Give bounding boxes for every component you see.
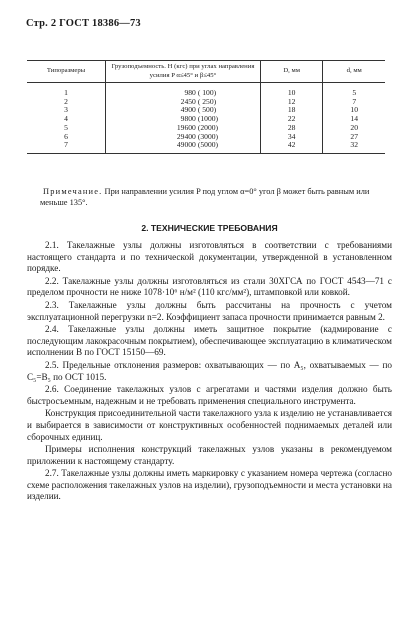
- cell-type: 4: [64, 114, 68, 124]
- cell-load-kgf: ( 100): [197, 88, 217, 97]
- header-type: Типоразмеры: [27, 61, 106, 83]
- cell-load: [106, 83, 261, 98]
- paragraph: 2.3. Такелажные узлы должны быть рассчитаны на прочность с учетом эксплуатационной перегрузки n=2. Коэффициент запаса прочности принимается равным 2.: [27, 299, 392, 322]
- cell-d: 5: [323, 83, 385, 98]
- header-D: D, мм: [260, 61, 323, 83]
- cell-D: 12: [260, 98, 323, 107]
- cell-load-kgf: (3000): [197, 131, 219, 141]
- cell-load-n: 980: [184, 88, 196, 97]
- table-row: [27, 83, 385, 98]
- cell-load-n: 2450: [180, 96, 196, 106]
- paragraph: 2.4. Такелажные узлы должны иметь защитное покрытие (кадмирование с последующим лакокрасочным покрытием), обеспечивающее эксплуатацию в климатическом исполнении В по ГОСТ 15150—69.: [27, 324, 392, 358]
- paragraph: 2.1. Такелажные узлы должны изготовляться в соответствии с требованиями настоящего стандарта и по технической документации, утвержденной в установленном порядке.: [27, 240, 392, 274]
- cell-D: 22: [260, 115, 323, 124]
- cell-type: 6: [64, 131, 68, 141]
- cell-D: 34: [260, 133, 323, 142]
- cell-load-kgf: (1000): [197, 114, 219, 124]
- paragraph: 2.2. Такелажные узлы должны изготовляться из стали 30ХГСА по ГОСТ 4543—71 с пределом прочности не ниже 1078·10⁶ н/м² (110 кгс/мм²), штамповкой или ковкой.: [27, 275, 392, 298]
- section-title: 2. ТЕХНИЧЕСКИЕ ТРЕБОВАНИЯ: [141, 223, 278, 233]
- specs-table: [27, 60, 385, 154]
- cell-load-n: 29400: [176, 131, 196, 141]
- paragraph: 2.7. Такелажные узлы должны иметь маркировку с указанием номера чертежа (согласно схеме расположения такелажных узлов на изделии), грузоподъемности и места установки на изделии.: [27, 468, 392, 502]
- cell-load-n: 19600: [176, 122, 196, 132]
- cell-D: 42: [260, 141, 323, 153]
- header-load: Грузоподъемность. Н (кгс) при углах направления усилия P α≤45° и β≤45°: [106, 61, 261, 83]
- paragraph: 2.5. Предельные отклонения размеров: охватывающих — по А₅, охватываемых — по C₅=B₅ по ОСТ 1015.: [27, 359, 392, 382]
- cell-type: 3: [64, 105, 68, 115]
- requirements-text: [27, 240, 392, 504]
- cell-type: 2: [64, 96, 68, 106]
- paragraph: Конструкция присоединительной части такелажного узла к изделию не устанавливается и выбирается в зависимости от конструктивных особенностей поднимаемых деталей или сборочных единиц.: [27, 408, 392, 442]
- cell-d: 14: [323, 115, 385, 124]
- cell-d: 32: [323, 141, 385, 153]
- cell-load-kgf: (2000): [197, 122, 219, 132]
- header-d: d, мм: [323, 61, 385, 83]
- cell-d: 10: [323, 106, 385, 115]
- cell-d: 7: [323, 98, 385, 107]
- cell-d: 20: [323, 124, 385, 133]
- cell-D: 10: [260, 83, 323, 98]
- table-row: [27, 141, 385, 153]
- paragraph: Примеры исполнения конструкций такелажных узлов указаны в рекомендуемом приложении к настоящему стандарту.: [27, 444, 392, 466]
- cell-load-n: 9800: [180, 114, 196, 124]
- cell-D: 28: [260, 124, 323, 133]
- cell-type: 7: [64, 140, 68, 150]
- cell-load-n: 4900: [180, 105, 196, 115]
- cell-D: 18: [260, 106, 323, 115]
- cell-d: 27: [323, 133, 385, 142]
- table-note: [40, 186, 395, 208]
- cell-load-kgf: (5000): [197, 140, 219, 150]
- note-lead: Примечание.: [43, 187, 103, 196]
- cell-type: 1: [64, 88, 68, 97]
- paragraph: 2.6. Соединение такелажных узлов с агрегатами и частями изделия должно быть быстросъемным, надежным и не требовать применения специального инструмента.: [27, 384, 392, 406]
- cell-load: [106, 141, 261, 153]
- table-header-row: [27, 61, 385, 83]
- cell-load-n: 49000: [176, 140, 196, 150]
- note-text: При направлении усилия P под углом α=0° угол β может быть равным или меньше 135°.: [40, 187, 370, 207]
- page-header: Стр. 2 ГОСТ 18386—73: [26, 18, 141, 29]
- cell-load-kgf: ( 250): [197, 96, 217, 106]
- cell-load-kgf: ( 500): [197, 105, 217, 115]
- cell-type: 5: [64, 122, 68, 132]
